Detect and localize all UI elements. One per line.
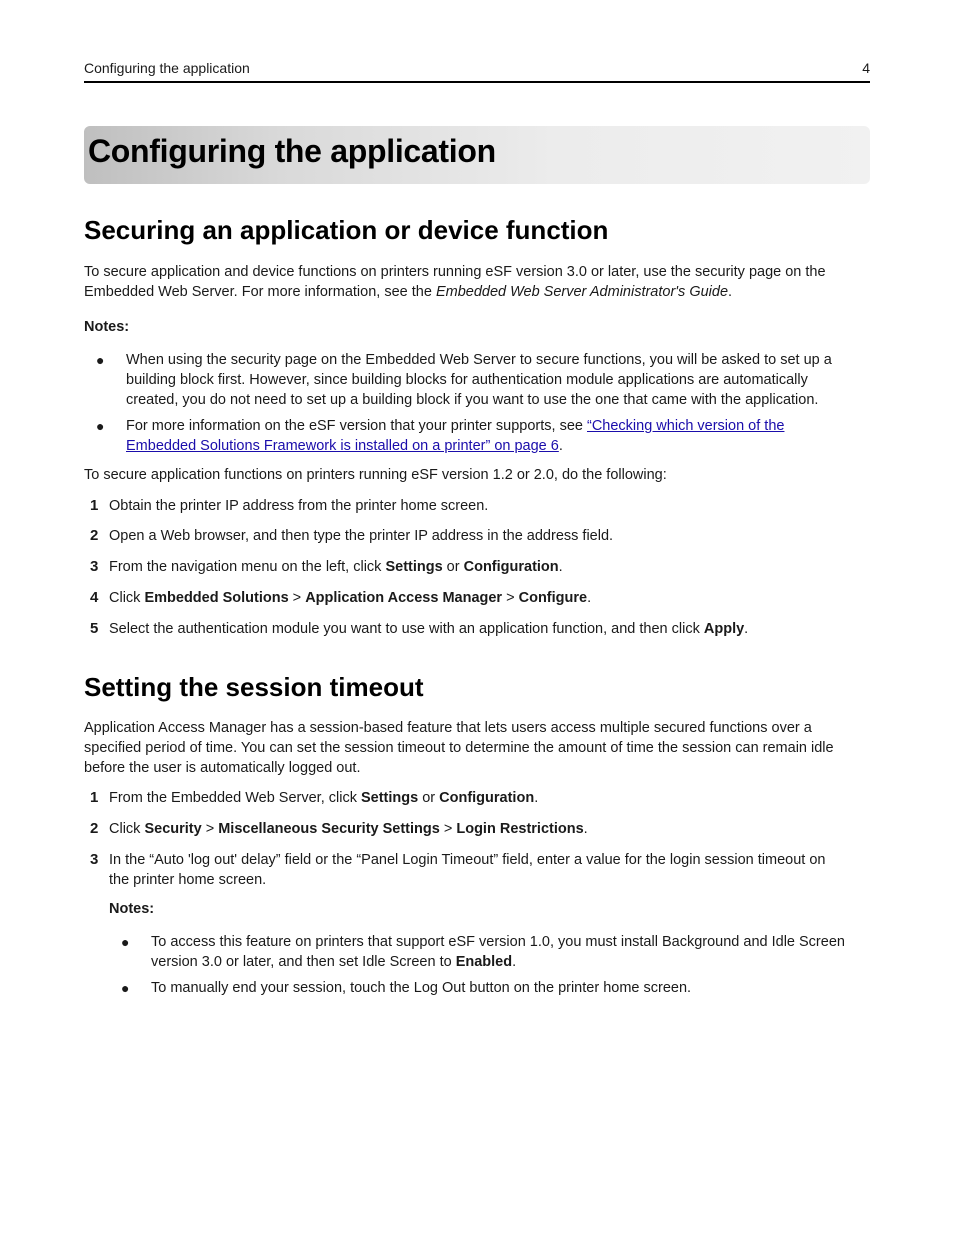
step-number: 2 <box>90 527 99 544</box>
version-check-link-cont[interactable]: Embedded Solutions Framework is installed on a printer” on page 6 <box>126 438 559 454</box>
chapter-title: Configuring the application <box>88 133 496 169</box>
note-text: To manually end your session, touch the Log Out button on the printer home screen. <box>151 980 692 996</box>
section1-intro-line1: To secure application and device functions on printers running eSF version 3.0 or later, use the security page on the <box>84 264 826 280</box>
running-header <box>84 60 870 83</box>
section2-intro: Application Access Manager has a session-based feature that lets users access multiple secured functions over a specified period of time. You can set the session timeout to determine the amount of time the session can remain idle before the user is automatically logged out. <box>84 720 834 776</box>
step-number: 2 <box>90 820 99 837</box>
step-text: In the “Auto 'log out' delay” field or the “Panel Login Timeout” field, enter a value for the login session timeout on the printer home screen. <box>109 852 826 888</box>
chapter-title-band <box>84 126 870 184</box>
section-heading-session-timeout: Setting the session timeout <box>84 672 424 702</box>
page-number: 4 <box>862 60 870 76</box>
step-number: 1 <box>90 497 99 514</box>
header-section-title: Configuring the application <box>84 60 250 76</box>
step-number: 3 <box>90 558 99 575</box>
bullet-icon: ● <box>96 352 105 368</box>
bullet-icon: ● <box>96 418 105 434</box>
step-text: From the Embedded Web Server, click Settings or Configuration. <box>109 790 539 806</box>
note1-line1: When using the security page on the Embedded Web Server to secure functions, you will be asked to set up a <box>126 352 832 368</box>
notes-label: Notes: <box>84 319 130 335</box>
section-heading-securing: Securing an application or device function <box>84 215 609 245</box>
note2-end: . <box>558 438 563 454</box>
version-check-link[interactable]: “Checking which version of the <box>587 418 785 434</box>
note1-line3: created, you do not need to set up a building block if you want to use the one that came with the application. <box>126 392 819 408</box>
step-number: 1 <box>90 789 99 806</box>
step-text: Select the authentication module you want to use with an application function, and then click Apply. <box>109 621 749 637</box>
step-number: 5 <box>90 620 99 637</box>
guide-title: Embedded Web Server Administrator's Guide <box>435 284 729 300</box>
section1-intro-line2b: . <box>728 284 733 300</box>
step-text: Open a Web browser, and then type the printer IP address in the address field. <box>109 528 614 544</box>
step-number: 3 <box>90 851 99 868</box>
step-number: 4 <box>90 589 99 606</box>
step-text: From the navigation menu on the left, click Settings or Configuration. <box>109 559 563 575</box>
step-text: Click Embedded Solutions > Application Access Manager > Configure. <box>109 590 592 606</box>
bullet-icon: ● <box>121 934 130 950</box>
section1-intro-line2a: Embedded Web Server. For more information, see the <box>84 284 436 300</box>
note2-text: For more information on the eSF version that your printer supports, see <box>126 418 587 434</box>
bullet-icon: ● <box>121 980 130 996</box>
notes-label: Notes: <box>109 901 155 917</box>
step-text: Click Security > Miscellaneous Security Settings > Login Restrictions. <box>109 821 588 837</box>
note1-line2: building block first. However, since building blocks for authentication module applications are automatically <box>126 372 808 388</box>
section1-intro <box>84 262 870 302</box>
section1-lead: To secure application functions on printers running eSF version 1.2 or 2.0, do the following: <box>84 467 667 483</box>
step-text: Obtain the printer IP address from the printer home screen. <box>109 498 489 514</box>
